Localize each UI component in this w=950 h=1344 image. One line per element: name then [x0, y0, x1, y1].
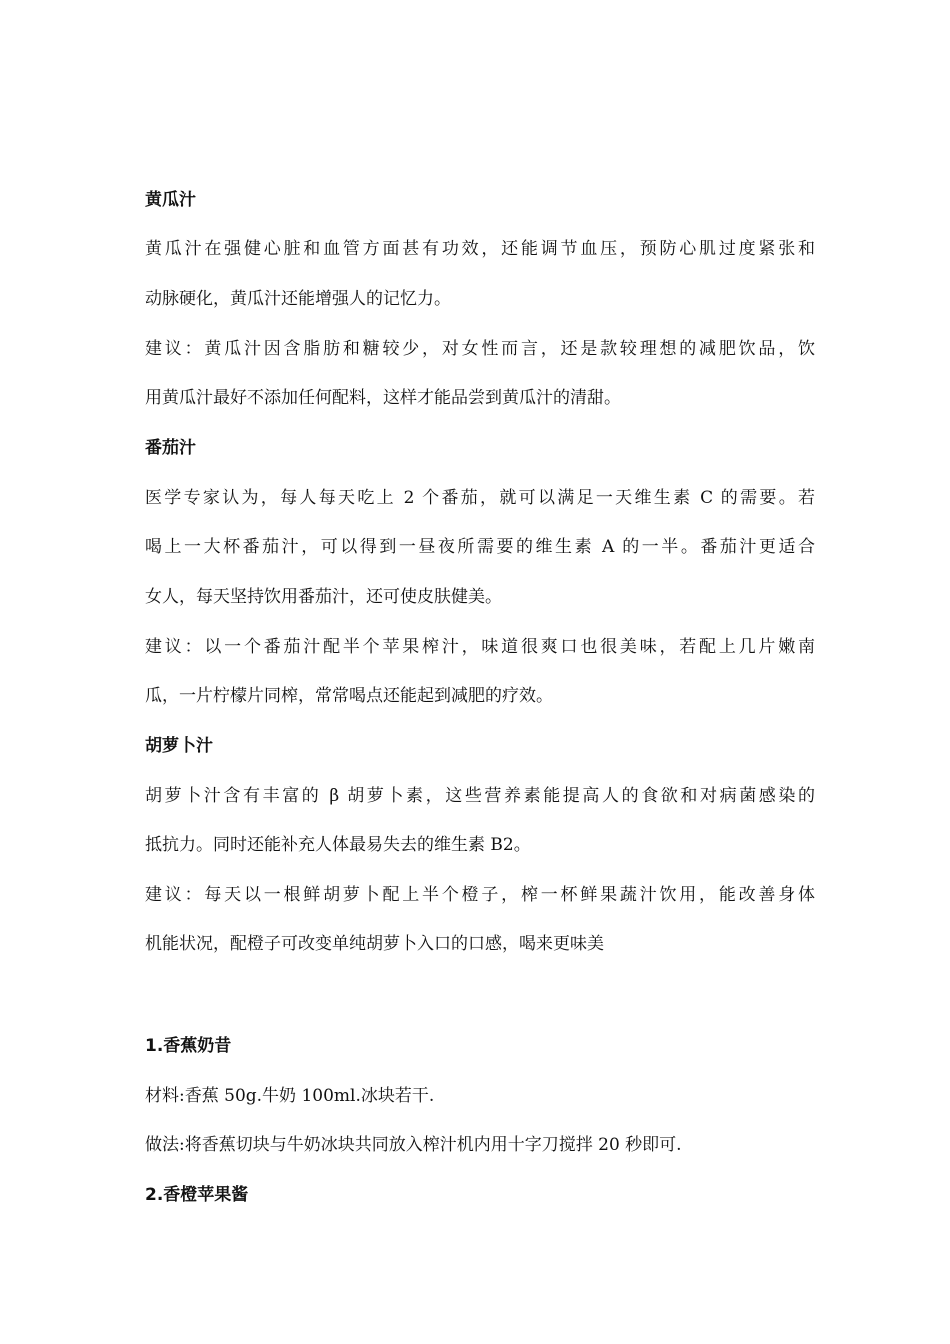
paragraph-line: 胡萝卜汁含有丰富的 β 胡萝卜素，这些营养素能提高人的食欲和对病菌感染的: [145, 786, 815, 806]
paragraph-line: 医学专家认为，每人每天吃上 2 个番茄，就可以满足一天维生素 C 的需要。若: [145, 488, 815, 508]
advice-line: 建议：每天以一根鲜胡萝卜配上半个橙子，榨一杯鲜果蔬汁饮用，能改善身体: [145, 885, 815, 905]
recipe-method: 做法:将香蕉切块与牛奶冰块共同放入榨汁机内用十字刀搅拌 20 秒即可.: [145, 1135, 682, 1155]
advice-line: 瓜，一片柠檬片同榨，常常喝点还能起到减肥的疗效。: [145, 686, 553, 706]
advice-line: 建议：黄瓜汁因含脂肪和糖较少，对女性而言，还是款较理想的减肥饮品，饮: [145, 339, 815, 359]
recipe-title: 2.香橙苹果酱: [145, 1185, 249, 1205]
section-title-tomato: 番茄汁: [145, 438, 196, 458]
paragraph-line: 喝上一大杯番茄汁，可以得到一昼夜所需要的维生素 A 的一半。番茄汁更适合: [145, 537, 815, 557]
recipe-materials: 材料:香蕉 50g.牛奶 100ml.冰块若干.: [145, 1086, 435, 1106]
section-title-carrot: 胡萝卜汁: [145, 736, 213, 756]
recipe-title: 1.香蕉奶昔: [145, 1036, 232, 1056]
paragraph-line: 抵抗力。同时还能补充人体最易失去的维生素 B2。: [145, 835, 531, 855]
paragraph-line: 动脉硬化，黄瓜汁还能增强人的记忆力。: [145, 289, 451, 309]
section-title-cucumber: 黄瓜汁: [145, 190, 196, 210]
paragraph-line: 女人，每天坚持饮用番茄汁，还可使皮肤健美。: [145, 587, 502, 607]
advice-line: 机能状况，配橙子可改变单纯胡萝卜入口的口感，喝来更味美: [145, 934, 604, 954]
advice-line: 建议：以一个番茄汁配半个苹果榨汁，味道很爽口也很美味，若配上几片嫩南: [145, 637, 815, 657]
paragraph-line: 黄瓜汁在强健心脏和血管方面甚有功效，还能调节血压，预防心肌过度紧张和: [145, 239, 815, 259]
advice-line: 用黄瓜汁最好不添加任何配料，这样才能品尝到黄瓜汁的清甜。: [145, 388, 621, 408]
